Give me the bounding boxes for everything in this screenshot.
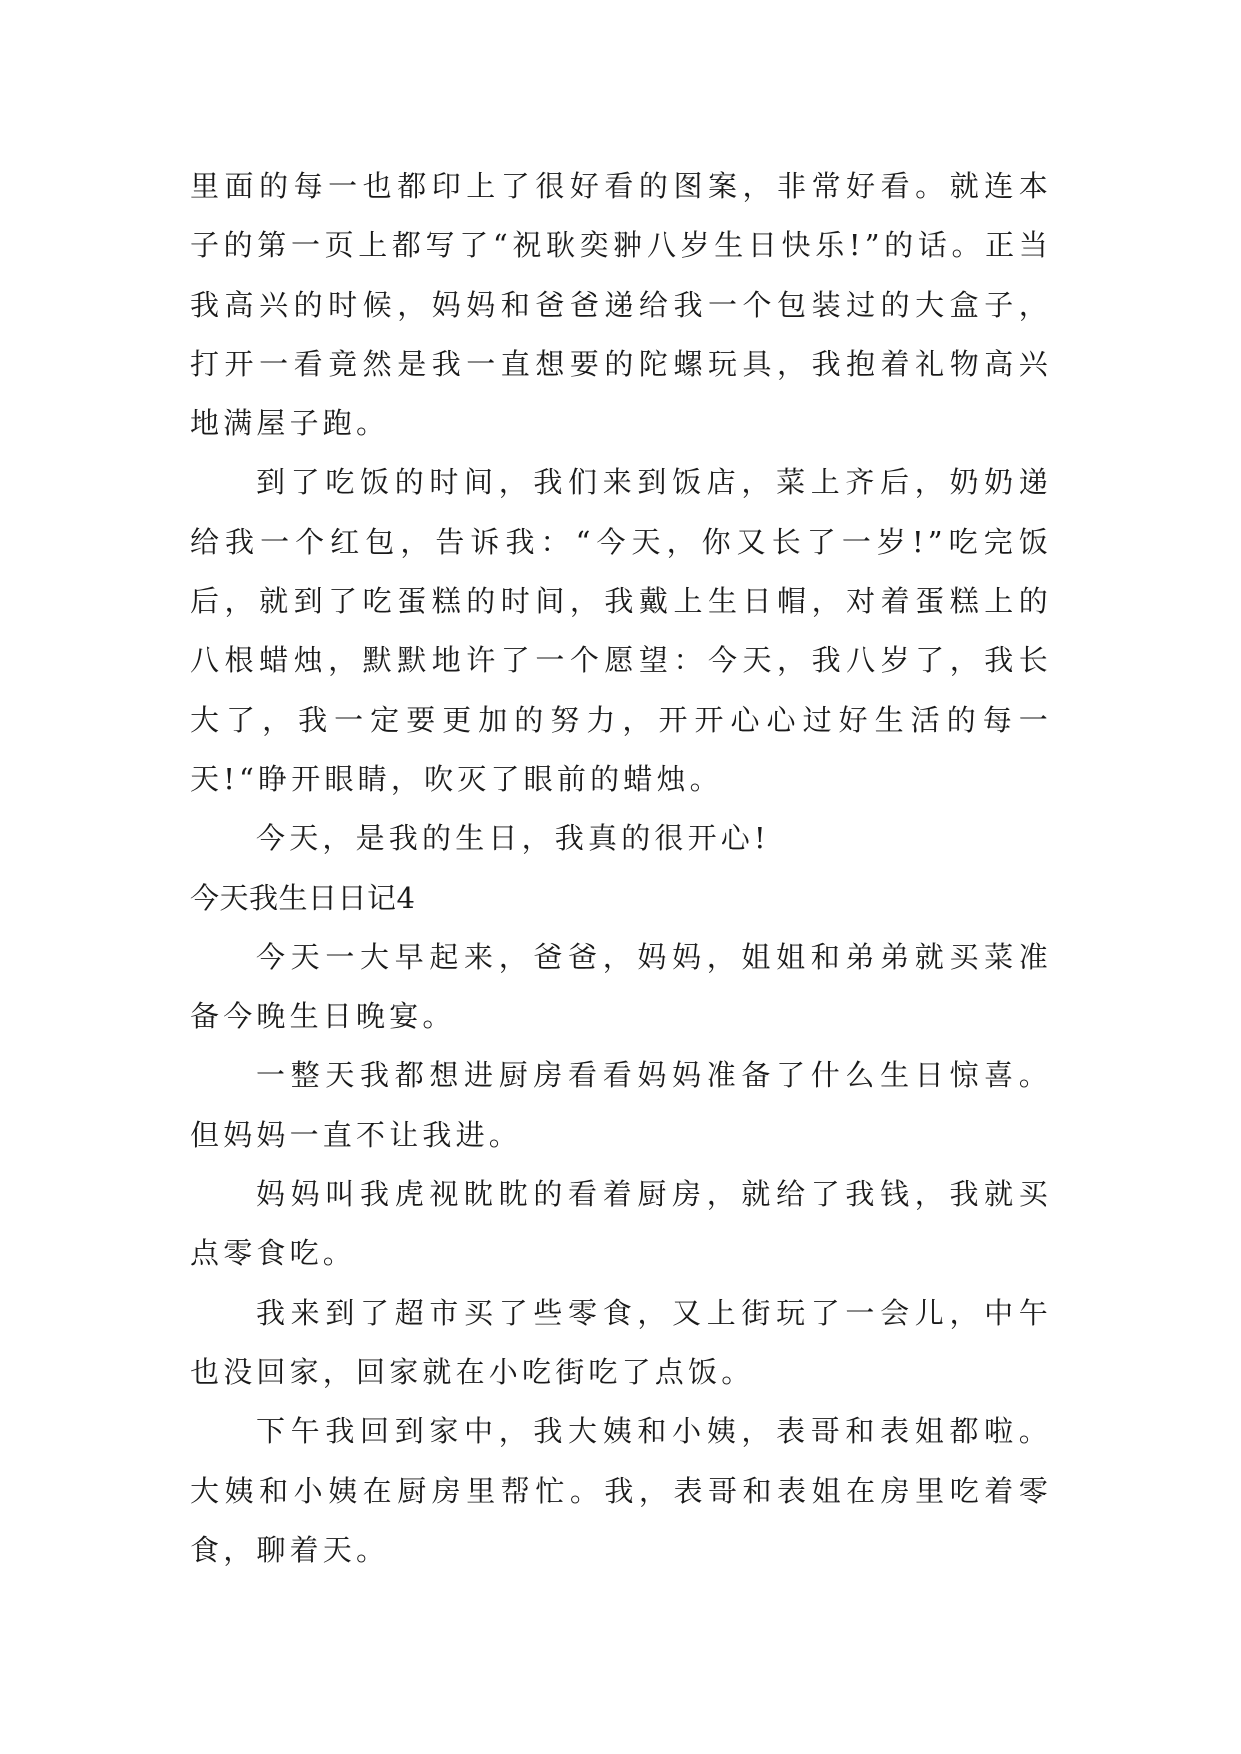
paragraph: 里面的每一也都印上了很好看的图案，非常好看。就连本子的第一页上都写了“祝耿奕翀八岁生日快乐!”的话。正当我高兴的时候，妈妈和爸爸递给我一个包装过的大盒子，打开一看竟然是我一直想要的陀螺玩具，我抱着礼物高兴地满屋子跑。 xyxy=(190,169,1052,441)
section-heading: 今天我生日日记4 xyxy=(190,880,416,915)
document-body xyxy=(190,157,1052,1580)
paragraph: 我来到了超市买了些零食，又上街玩了一会儿，中午也没回家，回家就在小吃街吃了点饭。 xyxy=(190,1295,1052,1389)
paragraph: 今天一大早起来，爸爸，妈妈，姐姐和弟弟就买菜准备今晚生日晚宴。 xyxy=(190,939,1052,1034)
paragraph: 今天，是我的生日，我真的很开心! xyxy=(256,821,770,856)
paragraph: 一整天我都想进厨房看看妈妈准备了什么生日惊喜。但妈妈一直不让我进。 xyxy=(190,1058,1052,1152)
paragraph: 下午我回到家中，我大姨和小姨，表哥和表姐都啦。大姨和小姨在厨房里帮忙。我，表哥和表姐在房里吃着零食，聊着天。 xyxy=(190,1414,1052,1567)
paragraph: 妈妈叫我虎视眈眈的看着厨房，就给了我钱，我就买点零食吃。 xyxy=(190,1177,1052,1271)
paragraph: 到了吃饭的时间，我们来到饭店，菜上齐后，奶奶递给我一个红包，告诉我：“今天，你又长了一岁!”吃完饭后，就到了吃蛋糕的时间，我戴上生日帽，对着蛋糕上的八根蜡烛，默默地许了一个愿望：今天，我八岁了，我长大了，我一定要更加的努力，开开心心过好生活的每一天!“睁开眼睛，吹灭了眼前的蜡烛。 xyxy=(190,465,1052,796)
